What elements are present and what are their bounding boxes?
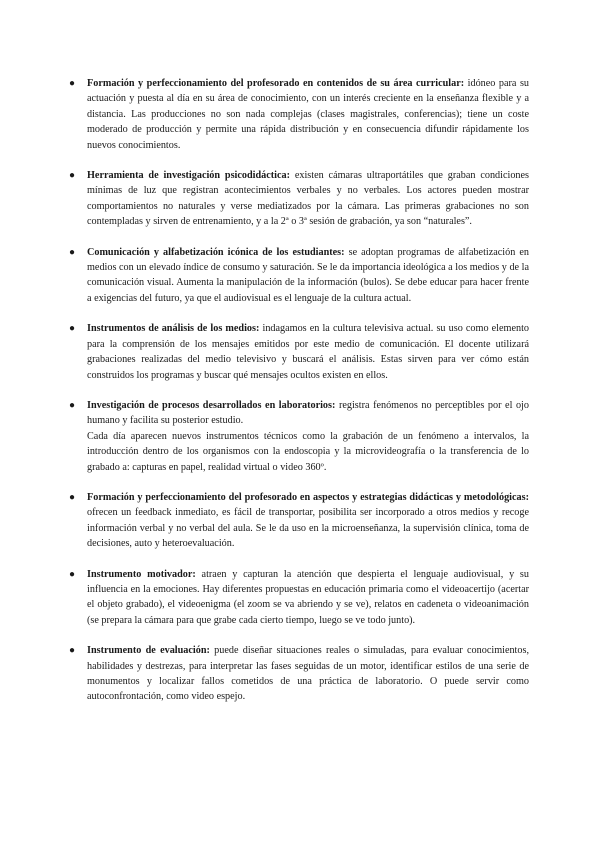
bullet-icon: ● xyxy=(69,323,76,335)
item-text: idóneo para su actuación y puesta al día en su área de conocimiento, con un interés creciente en la enseñanza flexible y a distancia. Las producciones no son nada complejas (clases magistrales, conferencias); tiene un coste moderado de producción y permite una rápida distribución y en consecuencia difundir rápidamente los nuevos conocimientos. xyxy=(87,78,529,151)
list-item xyxy=(69,567,529,629)
item-text: atraen y capturan la atención que despierta el lenguaje audiovisual, y su influencia en la emociones. Hay diferentes propuestas en educación primaria como el videoacertijo (acertar el objeto grabado), el videoenigma (el zoom se va abriendo y se ve), relatos en cadeneta o videoanimación (se prepara la cámara para que grabe cada cierto tiempo, luego se ve todo junto). xyxy=(87,568,529,626)
item-extra-paragraph: Cada día aparecen nuevos instrumentos técnicos como la grabación de un fenómeno a intervalos, la introducción dentro de los organismos con la endoscopia y la microvideografía o la transferencia de lo grabado a: capturas en papel, realidad virtual o video 360º. xyxy=(87,430,529,473)
list-item xyxy=(69,321,529,383)
list-item xyxy=(69,490,529,552)
item-text: puede diseñar situaciones reales o simuladas, para evaluar conocimientos, habilidades y destrezas, para interpretar las fases seguidas de un motor, identificar estilos de una serie de monumentos y localizar fallos cometidos de una práctica de laboratorio. O puede servir como autoconfrontación, como video espejo. xyxy=(87,645,529,703)
item-term: Formación y perfeccionamiento del profesorado en contenidos de su área curricular: xyxy=(87,78,465,89)
item-term: Investigación de procesos desarrollados en laboratorios: xyxy=(87,399,336,411)
list-item xyxy=(69,245,529,307)
item-term: Instrumento motivador: xyxy=(87,568,196,580)
bullet-icon: ● xyxy=(69,568,76,580)
bullet-icon: ● xyxy=(69,399,76,411)
bullet-icon: ● xyxy=(69,170,76,182)
item-term: Formación y perfeccionamiento del profesorado en aspectos y estrategias didácticas y metodológicas: xyxy=(87,491,529,503)
bullet-icon: ● xyxy=(69,645,76,657)
item-term: Instrumento de evaluación: xyxy=(87,645,210,657)
item-text: se adoptan programas de alfabetización en medios con un elevado índice de consumo y saturación. Se le da importancia ideológica a los medios y de la comunicación visual. Aumenta la manipulación de la información (bulos). Se debe educar para hacer frente a exigencias del futuro, ya que el audiovisual es el lenguaje de la cultura actual. xyxy=(87,246,529,304)
list-item xyxy=(69,398,529,475)
list-item xyxy=(69,76,529,153)
item-term: Instrumentos de análisis de los medios: xyxy=(87,323,260,335)
bullet-icon: ● xyxy=(69,491,76,503)
item-term: Comunicación y alfabetización icónica de los estudiantes: xyxy=(87,246,345,258)
item-text: ofrecen un feedback inmediato, es fácil de transportar, posibilita ser incorporado a otros medios y recoge información verbal y no verbal del aula. Se le da uso en la microenseñanza, la supervisión clínica, toma de decisiones, auto y heteroevaluación. xyxy=(87,507,529,550)
item-text: registra fenómenos no perceptibles por el ojo humano y facilita su posterior estudio. xyxy=(87,399,529,427)
item-text: indagamos en la cultura televisiva actual. su uso como elemento para la comprensión de los mensajes emitidos por este medio de comunicación. El docente utilizará grabaciones realizadas del medio televisivo y buscará el análisis. Estas sirven para ver cómo están construidos los programas y buscar qué mensajes ocultos existen en ellos. xyxy=(87,323,529,381)
bullet-icon: ● xyxy=(69,78,76,89)
list-item xyxy=(69,168,529,230)
bullet-icon: ● xyxy=(69,246,76,258)
item-term: Herramienta de investigación psicodidáctica: xyxy=(87,170,290,182)
list-item xyxy=(69,643,529,705)
bullet-list xyxy=(69,76,529,705)
item-text: existen cámaras ultraportátiles que graban condiciones mínimas de luz que registran acontecimientos verbales y no verbales. Los actores pueden mostrar comportamientos no naturales y verse mediatizados por la cámara. Las primeras grabaciones no son contempladas y sirven de entrenamiento, y a la 2ª o 3ª sesión de grabación, ya son “naturales”. xyxy=(87,170,529,228)
